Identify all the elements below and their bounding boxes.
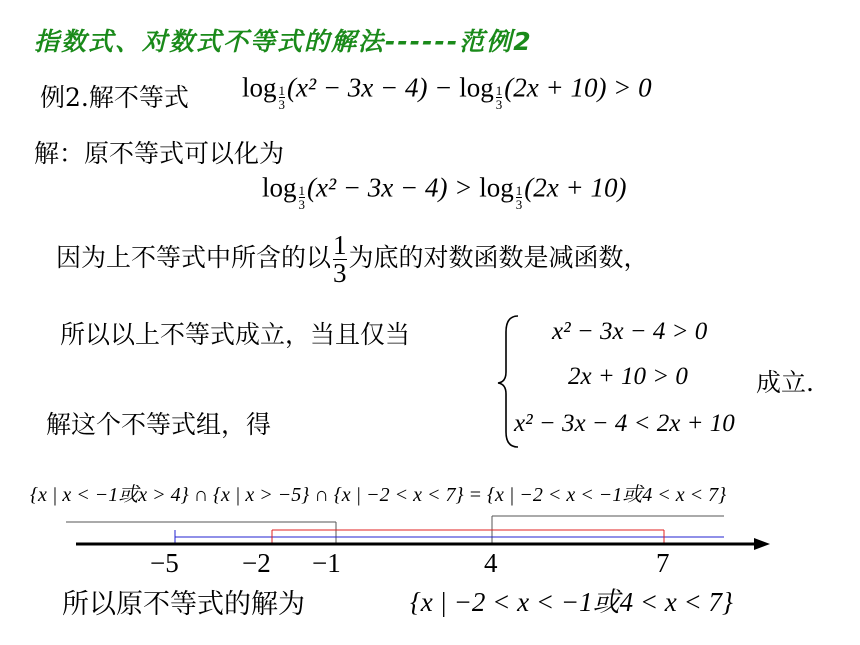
argument-4: (2x + 10) xyxy=(524,172,627,203)
base-numerator: 1 xyxy=(278,83,286,98)
axis-arrow-icon xyxy=(754,538,770,550)
slide-title: 指数式、对数式不等式的解法------范例2 xyxy=(34,27,533,56)
set-equation: {x | x < −1或x > 4} ∩ {x | x > −5} ∩ {x | −2 < x < 7} = {x | −2 < x < −1或4 < x < 7} xyxy=(30,484,727,506)
reason-numerator: 1 xyxy=(333,230,347,260)
log-text-2: log xyxy=(459,72,494,103)
tick-label-neg1: −1 xyxy=(312,548,341,578)
base-numerator-4: 1 xyxy=(515,183,523,198)
base-denominator-2: 3 xyxy=(495,97,503,112)
system-inequality-3: x² − 3x − 4 < 2x + 10 xyxy=(514,410,735,437)
solution-intro: 解：原不等式可以化为 xyxy=(34,139,285,168)
system-inequality-2: 2x + 10 > 0 xyxy=(568,363,688,390)
example-label: 例2.解不等式 xyxy=(40,83,189,112)
base-denominator: 3 xyxy=(278,97,286,112)
iff-line: 所以以上不等式成立，当且仅当 xyxy=(60,320,411,349)
argument-2: (2x + 10) > 0 xyxy=(504,72,652,103)
reason-prefix: 因为上不等式中所含的以 xyxy=(56,243,332,272)
reason-suffix: 为底的对数函数是减函数， xyxy=(348,243,649,272)
tick-label-7: 7 xyxy=(656,548,670,578)
conclusion-answer: {x | −2 < x < −1或4 < x < 7} xyxy=(410,587,733,617)
tick-label-neg2: −2 xyxy=(242,548,271,578)
tick-label-4: 4 xyxy=(484,548,498,578)
base-numerator-3: 1 xyxy=(298,183,306,198)
conclusion-label: 所以原不等式的解为 xyxy=(62,589,305,620)
log-text: log xyxy=(242,72,277,103)
tick-label-neg5: −5 xyxy=(150,548,179,578)
base-numerator-2: 1 xyxy=(495,83,503,98)
base-denominator-3: 3 xyxy=(298,197,306,212)
established-text: 成立. xyxy=(756,368,814,397)
solve-system-text: 解这个不等式组，得 xyxy=(46,410,272,439)
argument-3: (x² − 3x − 4) > xyxy=(307,172,473,203)
base-denominator-4: 3 xyxy=(515,197,523,212)
log-text-4: log xyxy=(479,172,514,203)
reason-denominator: 3 xyxy=(333,258,347,288)
interval-x-less-neg1 xyxy=(66,522,336,543)
log-text-3: log xyxy=(262,172,297,203)
argument-1: (x² − 3x − 4) − xyxy=(287,72,453,103)
interval-x-greater-neg5 xyxy=(175,530,724,543)
system-inequality-1: x² − 3x − 4 > 0 xyxy=(552,318,708,345)
